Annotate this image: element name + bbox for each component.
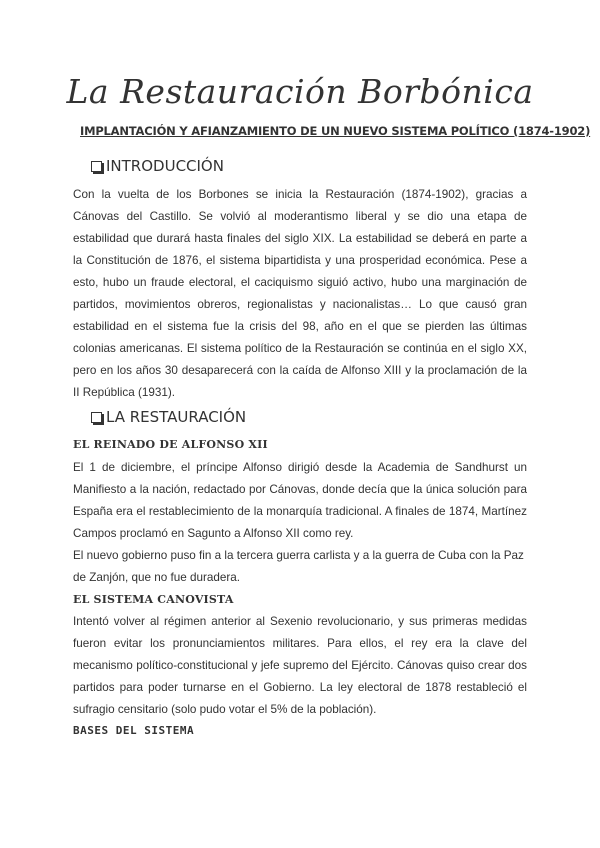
section-heading-label: LA RESTAURACIÓN (106, 408, 247, 426)
section-heading-restauracion (91, 408, 246, 426)
section-heading-label: INTRODUCCIÓN (106, 157, 224, 175)
reinado-paragraph-2: El nuevo gobierno puso fin a la tercera guerra carlista y a la guerra de Cuba con la Paz de Zanjón, que no fue duradera. (73, 549, 524, 584)
checkbox-bullet-icon (91, 412, 102, 423)
reinado-paragraph-1: El 1 de diciembre, el príncipe Alfonso dirigió desde la Academia de Sandhurst un Manifiesto a la nación, redactado por Cánovas, donde decía que la única solución para España era el restablecimiento de la monarquía tradicional. A finales de 1874, Martínez Campos proclamó en Sagunto a Alfonso XII como rey. (73, 461, 527, 540)
subheading-reinado: EL REINADO DE ALFONSO XII (73, 438, 268, 451)
intro-paragraph: Con la vuelta de los Borbones se inicia la Restauración (1874-1902), gracias a Cánovas del Castillo. Se volvió al moderantismo liberal y se dio una etapa de estabilidad que durará hasta finales del siglo XIX. La estabilidad se deberá en parte a la Constitución de 1876, el sistema bipartidista y una prosperidad económica. Pese a esto, hubo un fraude electoral, el caciquismo siguió activo, hubo una marginación de partidos, movimientos obreros, regionalistas y nacionalistas… Lo que causó gran estabilidad en el sistema fue la crisis del 98, año en el que se pierden las últimas colonias americanas. El sistema político de la Restauración se continúa en el siglo XX, pero en los años 30 desaparecerá con la caída de Alfonso XIII y la proclamación de la II República (1931). (73, 188, 527, 399)
subheading-bases-sistema: BASES DEL SISTEMA (73, 724, 195, 737)
checkbox-bullet-icon (91, 161, 102, 172)
section-heading-introduccion (91, 157, 224, 175)
sistema-paragraph: Intentó volver al régimen anterior al Sexenio revolucionario, y sus primeras medidas fueron evitar los pronunciamientos militares. Para ellos, el rey era la clave del mecanismo político-constitucional y jefe supremo del Ejército. Cánovas quiso crear dos partidos para poder turnarse en el Gobierno. La ley electoral de 1878 restableció el sufragio censitario (solo pudo votar el 5% de la población). (73, 615, 527, 716)
document-title: La Restauración Borbónica (66, 72, 534, 111)
document-subtitle: IMPLANTACIÓN Y AFIANZAMIENTO DE UN NUEVO SISTEMA POLÍTICO (1874-1902) (80, 124, 591, 138)
subheading-sistema-canovista: EL SISTEMA CANOVISTA (73, 593, 234, 606)
